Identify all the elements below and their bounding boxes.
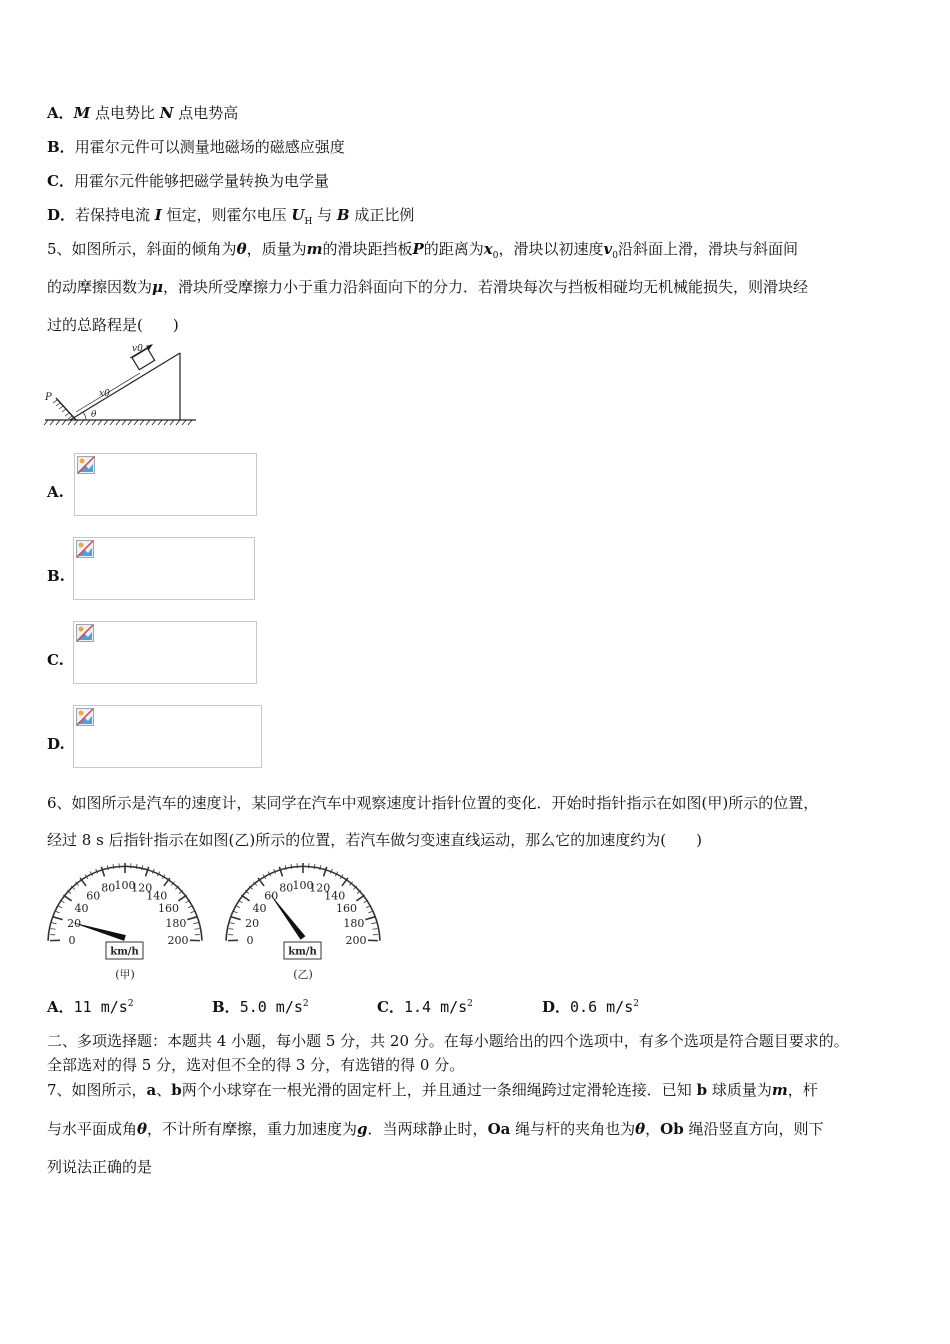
q6-line-1: 6、如图所示是汽车的速度计，某同学在汽车中观察速度计指针位置的变化．开始时指针指示在如图(甲)所示的位置， — [47, 794, 819, 812]
gauge-tick — [136, 864, 137, 869]
gauge-tick — [235, 906, 240, 908]
gauge-tick — [324, 867, 327, 876]
gauge-tick — [372, 923, 377, 924]
q5-option-d-image — [73, 705, 262, 768]
gauge-tick-label: 140 — [146, 889, 168, 903]
gauge-tick — [231, 917, 241, 920]
q5-option-b-label: B. — [47, 567, 65, 585]
q6-line-2: 经过 8 s 后指针指示在如图(乙)所示的位置，若汽车做匀变速直线运动，那么它的加速度约为( ) — [47, 831, 702, 849]
q5-line-3: 过的总路程是( ) — [47, 316, 179, 334]
gauge-tick-label: 40 — [252, 901, 267, 915]
gauge-tick-label: 40 — [74, 901, 89, 915]
q4-option-b: B．用霍尔元件可以测量地磁场的磁感应强度 — [47, 138, 345, 156]
gauge-tick-label: 0 — [246, 933, 254, 947]
gauge-needle — [269, 892, 306, 939]
gauge-tick-label: 80 — [101, 881, 116, 895]
q6-answer-d: D．0.6 $m/s^2$ — [542, 998, 639, 1016]
gauge-tick-label: 20 — [67, 917, 82, 931]
gauge-tick — [366, 906, 371, 908]
gauge-tick-label: 200 — [167, 933, 189, 947]
x0-label: x0 — [99, 389, 110, 399]
gauge-tick — [291, 864, 292, 869]
gauge-tick — [187, 917, 197, 920]
incline-figure — [42, 340, 202, 432]
theta-label: θ — [91, 410, 97, 420]
gauge-tick — [241, 895, 249, 901]
gauge-tick-label: 100 — [292, 879, 314, 892]
gauge-tick-label: 60 — [264, 889, 279, 903]
q6-answer-b: B．5.0 $m/s^2$ — [212, 998, 309, 1016]
gauge-tick — [53, 917, 63, 920]
q5-line-1: 5、如图所示，斜面的倾角为θ，质量为m的滑块距挡板P的距离为$x_0$，滑块以初速度$v_0$沿斜面上滑，滑块与斜面间 — [47, 240, 798, 261]
q4-option-a: A．M 点电势比 N 点电势高 — [47, 104, 239, 122]
gauge-tick-label: 20 — [245, 917, 260, 931]
v0-label: v0 — [132, 344, 143, 354]
gauge-tick-label: 160 — [336, 901, 358, 915]
gauge-tick — [63, 895, 71, 901]
gauge-tick — [178, 895, 186, 901]
gauge-tick-label: 0 — [68, 933, 76, 947]
q5-line-2: 的动摩擦因数为μ，滑块所受摩擦力小于重力沿斜面向下的分力．若滑块每次与挡板相碰均无机械能损失，则滑块经 — [47, 278, 809, 296]
gauge-tick — [365, 917, 375, 920]
gauge-tick-label: 180 — [165, 917, 187, 931]
gauge-tick — [194, 929, 199, 930]
gauge-needle — [70, 922, 126, 941]
q5-option-c-label: C. — [47, 651, 64, 669]
gauge-tick-label: 140 — [324, 889, 346, 903]
slope-line — [70, 353, 180, 420]
q5-option-d-label: D. — [47, 735, 65, 753]
gauge-tick-label: 60 — [86, 889, 101, 903]
gauge-tick-label: 120 — [309, 881, 331, 895]
unit-label: km/h — [110, 946, 139, 958]
q7-line-1: 7、如图所示，a、b两个小球穿在一根光滑的固定杆上，并且通过一条细绳跨过定滑轮连接．已知 b 球质量为m，杆 — [47, 1081, 818, 1099]
q5-option-c-image — [73, 621, 257, 684]
gauge-tick — [230, 923, 235, 924]
gauge-tick — [356, 895, 364, 901]
section2-line-2: 全部选对的得 5 分，选对但不全的得 3 分，有选错的得 0 分。 — [47, 1056, 465, 1074]
gauge-tick — [52, 923, 57, 924]
speedometer-left — [40, 860, 210, 985]
q5-option-b-image — [73, 537, 255, 600]
gauge-tick-label: 200 — [345, 933, 367, 947]
gauge-tick — [55, 911, 60, 913]
broken-image-icon — [76, 708, 94, 726]
broken-image-icon — [76, 540, 94, 558]
gauge-tick — [188, 906, 193, 908]
gauge-caption: (甲) — [115, 968, 135, 981]
gauge-tick — [113, 864, 114, 869]
unit-label: km/h — [288, 946, 317, 958]
gauge-tick-label: 80 — [279, 881, 294, 895]
gauge-tick — [194, 923, 199, 924]
q7-line-2: 与水平面成角θ，不计所有摩擦，重力加速度为g．当两球静止时，Oa 绳与杆的夹角也为θ，Ob 绳沿竖直方向，则下 — [47, 1120, 824, 1138]
q5-option-a-label: A. — [47, 483, 64, 501]
q7-line-3: 列说法正确的是 — [47, 1158, 153, 1176]
q6-answer-c: C．1.4 $m/s^2$ — [377, 998, 473, 1016]
gauge-tick — [368, 911, 373, 913]
gauge-tick — [57, 906, 62, 908]
q4-option-c: C．用霍尔元件能够把磁学量转换为电学量 — [47, 172, 329, 190]
gauge-tick — [229, 929, 234, 930]
ground-hatch — [44, 420, 192, 425]
gauge-tick — [233, 911, 238, 913]
section2-line-1: 二、多项选择题：本题共 4 小题，每小题 5 分，共 20 分。在每小题给出的四个选项中，有多个选项是符合题目要求的。 — [47, 1032, 849, 1050]
gauge-tick — [101, 867, 104, 876]
theta-arc — [83, 412, 86, 420]
q4-option-d: D．若保持电流 I 恒定，则霍尔电压 $U_H$ 与 B 成正比例 — [47, 206, 415, 227]
gauge-tick-label: 180 — [343, 917, 365, 931]
p-label: P — [45, 392, 52, 403]
gauge-caption: (乙) — [293, 968, 313, 981]
gauge-tick — [190, 911, 195, 913]
gauge-tick — [314, 864, 315, 869]
q6-answer-a: A．11 $m/s^2$ — [47, 998, 134, 1016]
broken-image-icon — [76, 624, 94, 642]
gauge-tick-label: 120 — [131, 881, 153, 895]
gauge-tick — [279, 867, 282, 876]
gauge-tick-label: 160 — [158, 901, 180, 915]
gauge-tick — [372, 929, 377, 930]
gauge-tick — [146, 867, 149, 876]
q5-option-a-image — [74, 453, 257, 516]
speedometer-right — [218, 860, 388, 985]
gauge-tick — [51, 929, 56, 930]
gauge-tick-label: 100 — [114, 879, 136, 892]
broken-image-icon — [77, 456, 95, 474]
